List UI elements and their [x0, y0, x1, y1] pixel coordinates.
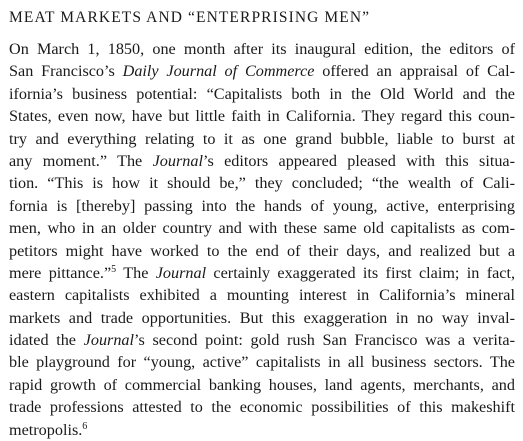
text-run: petitors might have worked to the end of their days, and realized but a [9, 241, 515, 260]
text-line [9, 83, 515, 105]
text-line [9, 284, 515, 306]
text-line [9, 262, 515, 284]
text-line [9, 329, 515, 351]
text-run: men, who in an older country and with these same old capitalists as com- [9, 219, 515, 238]
document-page [9, 8, 515, 441]
text-run: tion. “This is how it should be,” they concluded; “the wealth of Cali- [9, 174, 515, 193]
text-line [9, 419, 515, 441]
text-line [9, 172, 515, 194]
text-run: rapid growth of commercial banking houses, land agents, merchants, and [9, 375, 515, 394]
text-run: fornia is [thereby] passing into the hands of young, active, enterprising [9, 196, 515, 215]
text-run: ifornia’s business potential: “Capitalists both in the Old World and the [9, 84, 515, 103]
text-run: offered an appraisal of Cal- [314, 62, 516, 81]
text-run: ’s editors appeared pleased with this situa- [202, 151, 516, 170]
italic-title: Journal [83, 331, 135, 350]
text-run: certainly exaggerated its first claim; in fact, [206, 263, 516, 282]
text-line [9, 38, 515, 60]
text-line [9, 396, 515, 418]
text-line [9, 351, 515, 373]
italic-title: Daily Journal of Commerce [122, 62, 315, 81]
text-line [9, 374, 515, 396]
text-run: markets and trade opportunities. But this exaggeration in no way inval- [9, 308, 515, 327]
text-run: On March 1, 1850, one month after its inaugural edition, the editors of [9, 40, 515, 58]
text-run: eastern capitalists exhibited a mounting interest in California’s mineral [9, 286, 515, 305]
text-run: trade professions attested to the economic possibilities of this makeshift [9, 398, 515, 417]
italic-title: Journal [152, 151, 203, 170]
text-line [9, 150, 515, 172]
text-run: States, even now, have but little faith in California. They regard this coun- [9, 107, 515, 126]
text-run: idated the [9, 331, 84, 350]
text-line [9, 307, 515, 329]
text-line [9, 128, 515, 150]
text-run: ble playground for “young, active” capitalists in all business sectors. The [9, 353, 515, 372]
italic-title: Journal [155, 263, 207, 282]
text-line [9, 217, 515, 239]
text-run: San Francisco’s [9, 62, 123, 81]
text-line [9, 105, 515, 127]
footnote-marker: 5 [111, 263, 117, 275]
text-run: try and everything relating to it as one grand bubble, liable to burst at [9, 129, 515, 148]
text-run: ’s second point: gold rush San Francisco was a verita- [134, 331, 516, 350]
section-heading: MEAT MARKETS AND “ENTERPRISING MEN” [9, 9, 371, 26]
text-line [9, 240, 515, 262]
text-run: mere pittance.” [9, 263, 112, 282]
body-paragraph [9, 38, 515, 441]
footnote-marker: 6 [82, 420, 88, 432]
text-run: any moment.” The [9, 151, 153, 170]
text-run: metropolis. [9, 420, 83, 439]
text-line [9, 195, 515, 217]
text-run: The [116, 263, 156, 282]
text-line [9, 60, 515, 82]
